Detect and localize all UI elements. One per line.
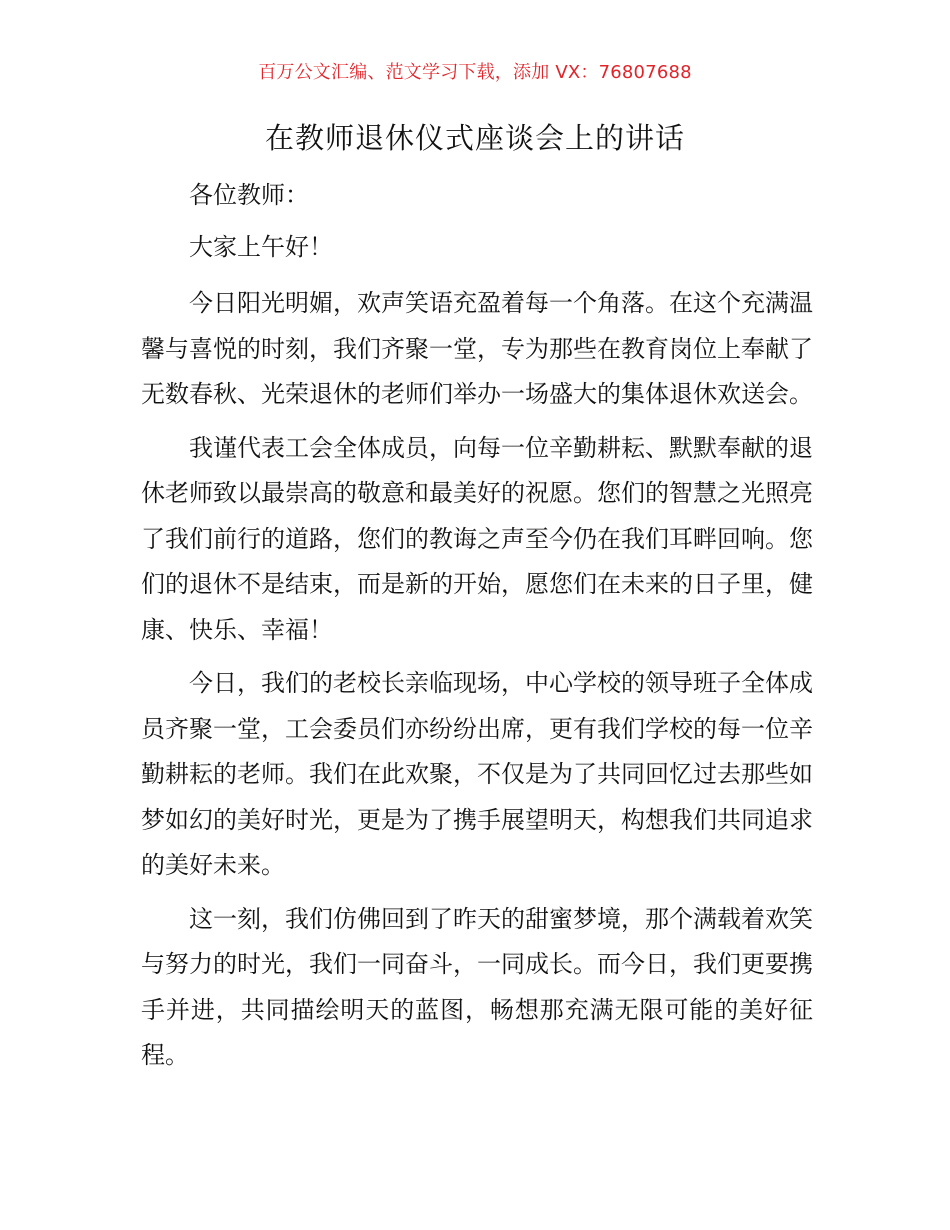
document-body (141, 173, 813, 1079)
paragraph: 今日阳光明媚，欢声笑语充盈着每一个角落。在这个充满温馨与喜悦的时刻，我们齐聚一堂，专为那些在教育岗位上奉献了无数春秋、光荣退休的老师们举办一场盛大的集体退休欢送会。 (141, 289, 813, 408)
salutation: 各位教师： (189, 181, 309, 209)
paragraph: 我谨代表工会全体成员，向每一位辛勤耕耘、默默奉献的退休老师致以最崇高的敬意和最美好的祝愿。您们的智慧之光照亮了我们前行的道路，您们的教诲之声至今仍在我们耳畔回响。您们的退休不是结束，而是新的开始，愿您们在未来的日子里，健康、快乐、幸福！ (141, 433, 813, 644)
header-promo-note: 百万公文汇编、范文学习下载，添加 VX：76807688 (258, 62, 692, 83)
greeting: 大家上午好！ (189, 233, 333, 261)
document-title: 在教师退休仪式座谈会上的讲话 (264, 121, 685, 155)
paragraph: 今日，我们的老校长亲临现场，中心学校的领导班子全体成员齐聚一堂，工会委员们亦纷纷出席，更有我们学校的每一位辛勤耕耘的老师。我们在此欢聚，不仅是为了共同回忆过去那些如梦如幻的美好时光，更是为了携手展望明天，构想我们共同追求的美好未来。 (141, 669, 813, 879)
paragraph: 这一刻，我们仿佛回到了昨天的甜蜜梦境，那个满载着欢笑与努力的时光，我们一同奋斗，一同成长。而今日，我们更要携手并进，共同描绘明天的蓝图，畅想那充满无限可能的美好征程。 (141, 904, 813, 1069)
